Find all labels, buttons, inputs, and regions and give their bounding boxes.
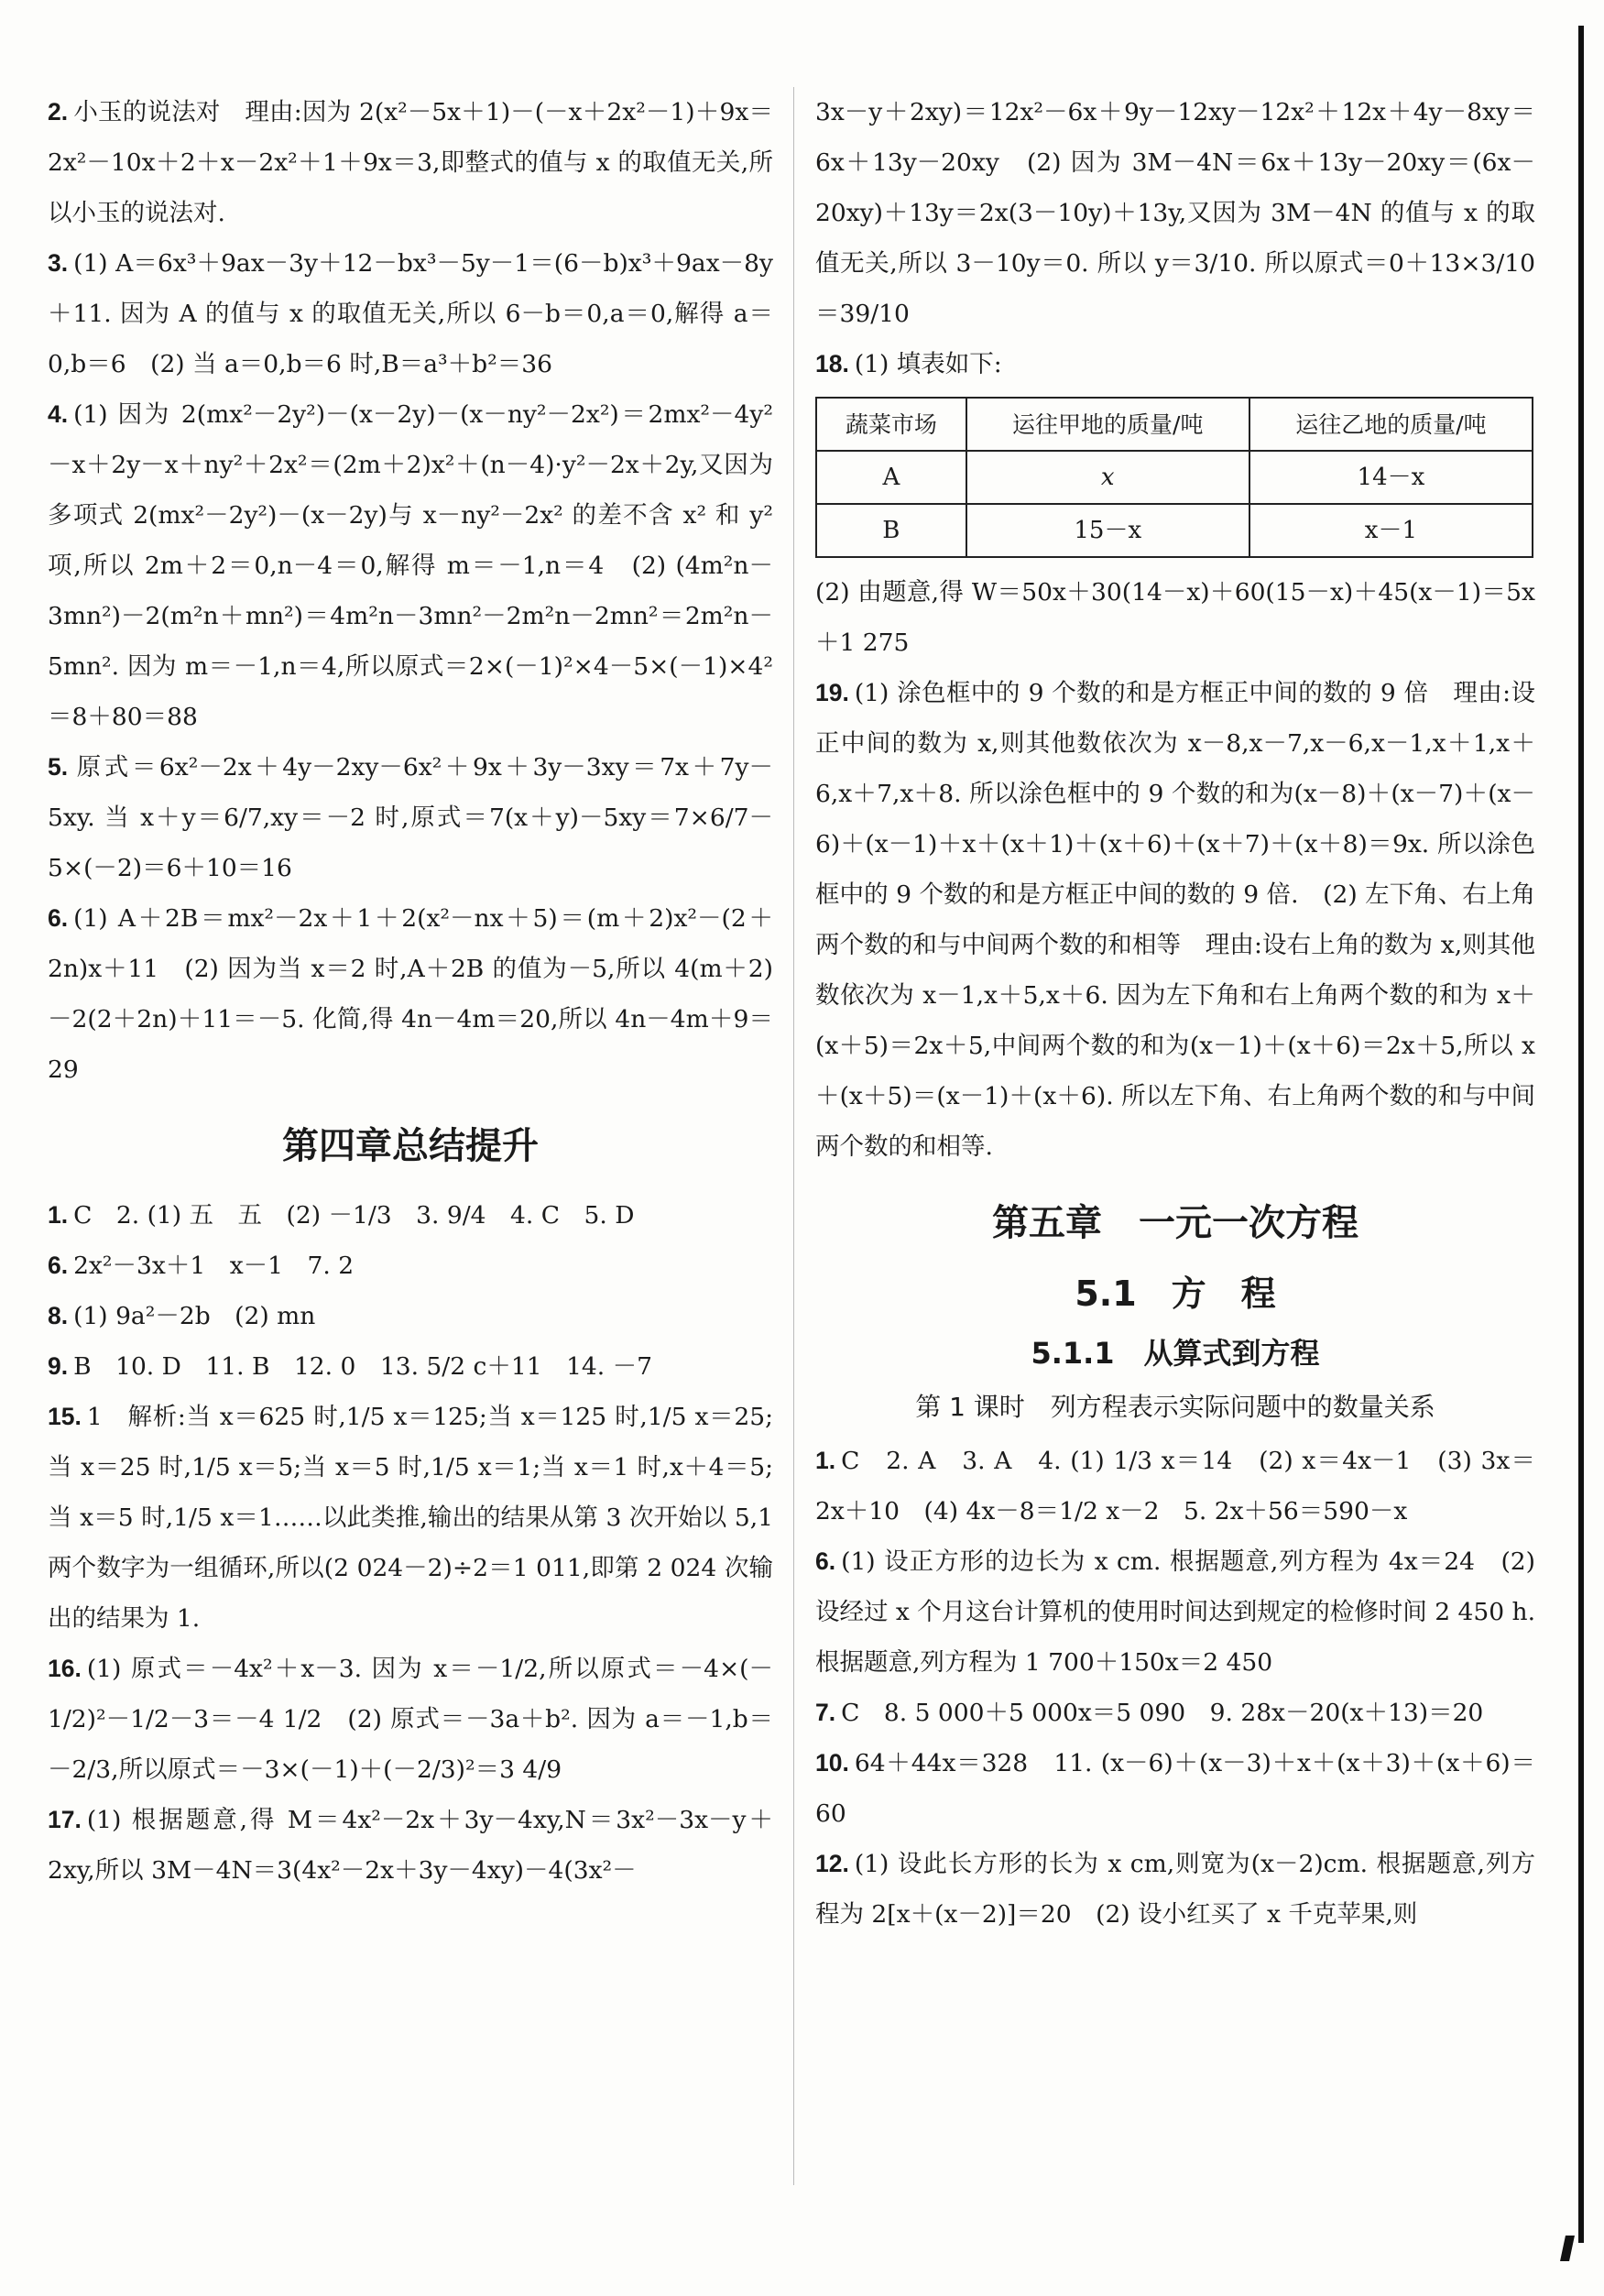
answer-text: (2) 由题意,得 W＝50x＋30(14－x)＋60(15－x)＋45(x－1)＝5x＋1 275 — [815, 578, 1535, 657]
answer-paragraph — [815, 1536, 1535, 1688]
table-header-cell: 运往乙地的质量/吨 — [1249, 398, 1533, 451]
section-title: 5.1 方 程 — [1075, 1274, 1276, 1314]
answer-text: (1) A＋2B＝mx²－2x＋1＋2(x²－nx＋5)＝(m＋2)x²－(2＋2n)x＋11 (2) 因为当 x＝2 时,A＋2B 的值为－5,所以 4(m＋2)－2(2＋2n)＋11＝－5. 化简,得 4n－4m＝20,所以 4n－4m＋9＝29 — [48, 904, 773, 1084]
question-number: 5. — [48, 753, 69, 781]
answer-paragraph — [815, 567, 1535, 668]
answer-text: 1 解析:当 x＝625 时,1/5 x＝125;当 x＝125 时,1/5 x＝25;当 x＝25 时,1/5 x＝5;当 x＝5 时,1/5 x＝1;当 x＝1 时,x＋4＝5;当 x＝5 时,1/5 x＝1……以此类推,输出的结果从第 3 次开始以 5,1 两个数字为一组循环,所以(2 024－2)÷2＝1 011,即第 2 024 次输出的结果为 1. — [48, 1403, 773, 1633]
lesson-title: 第 1 课时 列方程表示实际问题中的数量关系 — [915, 1392, 1435, 1422]
subsection-title: 5.1.1 从算式到方程 — [1031, 1336, 1320, 1371]
question-number: 1. — [815, 1447, 836, 1474]
vegetable-transport-table — [815, 397, 1533, 558]
answer-text: (1) 设此长方形的长为 x cm,则宽为(x－2)cm. 根据题意,列方程为 2[x＋(x－2)]＝20 (2) 设小红买了 x 千克苹果,则 — [815, 1850, 1535, 1929]
question-number: 18. — [815, 350, 849, 377]
left-answers-chapter4-summary — [48, 1190, 773, 1896]
left-column — [48, 87, 773, 1896]
table-row — [816, 504, 1533, 557]
table-header-cell: 蔬菜市场 — [816, 398, 966, 451]
answer-text: (1) A＝6x³＋9ax－3y＋12－bx³－5y－1＝(6－b)x³＋9ax－8y＋11. 因为 A 的值与 x 的取值无关,所以 6－b＝0,a＝0,解得 a＝0,b＝6 (2) 当 a＝0,b＝6 时,B＝a³＋b²＝36 — [48, 249, 773, 378]
page-edge-bar — [1578, 26, 1584, 2243]
right-answers-18-19 — [815, 567, 1535, 1172]
table-row — [816, 451, 1533, 504]
question-number: 15. — [48, 1403, 82, 1430]
question-number: 4. — [48, 400, 69, 428]
table-cell: x－1 — [1249, 504, 1533, 557]
answer-text: (1) 设正方形的边长为 x cm. 根据题意,列方程为 4x＝24 (2) 设经过 x 个月这台计算机的使用时间达到规定的检修时间 2 450 h. 根据题意,列方程为 1 700＋150x＝2 450 — [815, 1547, 1535, 1677]
question-number: 7. — [815, 1699, 836, 1726]
question-number: 12. — [815, 1850, 849, 1877]
column-divider — [793, 87, 794, 2185]
table-cell: B — [816, 504, 966, 557]
chapter5-title: 第五章 一元一次方程 — [992, 1202, 1358, 1244]
table-header-row — [816, 398, 1533, 451]
answer-paragraph — [48, 1392, 773, 1644]
question-number: 17. — [48, 1806, 82, 1833]
question-number: 16. — [48, 1655, 82, 1682]
right-answers-chapter5 — [815, 1436, 1535, 1940]
answer-text: 64＋44x＝328 11. (x－6)＋(x－3)＋x＋(x＋3)＋(x＋6)＝60 — [815, 1749, 1535, 1828]
answer-paragraph — [48, 87, 773, 238]
answer-text: B 10. D 11. B 12. 0 13. 5/2 c＋11 14. －7 — [73, 1352, 652, 1381]
answer-text: 小玉的说法对 理由:因为 2(x²－5x＋1)－(－x＋2x²－1)＋9x＝2x²－10x＋2＋x－2x²＋1＋9x＝3,即整式的值与 x 的取值无关,所以小玉的说法对. — [48, 98, 773, 227]
answer-paragraph — [48, 1190, 773, 1241]
question-number: 6. — [48, 1252, 69, 1279]
answer-text: C 2. (1) 五 五 (2) －1/3 3. 9/4 4. C 5. D — [73, 1201, 635, 1230]
table-cell: 15－x — [966, 504, 1249, 557]
left-answers-chapter4-practice — [48, 87, 773, 1095]
question-number: 8. — [48, 1302, 69, 1329]
answer-paragraph — [815, 339, 1535, 389]
answer-paragraph — [815, 668, 1535, 1172]
question-number: 6. — [815, 1547, 836, 1575]
answer-paragraph — [815, 1738, 1535, 1839]
answer-text: C 2. A 3. A 4. (1) 1/3 x＝14 (2) x＝4x－1 (3) 3x＝2x＋10 (4) 4x－8＝1/2 x－2 5. 2x＋56＝590－x — [815, 1447, 1535, 1525]
page-corner-mark — [1560, 2236, 1575, 2261]
answer-paragraph — [815, 87, 1535, 339]
answer-paragraph — [815, 1839, 1535, 1940]
table-cell: 14－x — [1249, 451, 1533, 504]
answer-text: (1) 根据题意,得 M＝4x²－2x＋3y－4xy,N＝3x²－3x－y＋2xy,所以 3M－4N＝3(4x²－2x＋3y－4xy)－4(3x²－ — [48, 1806, 773, 1885]
answer-text: (1) 涂色框中的 9 个数的和是方框正中间的数的 9 倍 理由:设正中间的数为 x,则其他数依次为 x－8,x－7,x－6,x－1,x＋1,x＋6,x＋7,x＋8. 所以涂色框中的 9 个数的和为(x－8)＋(x－7)＋(x－6)＋(x－1)＋x＋(x＋1)＋(x＋6)＋(x＋7)＋(x＋8)＝9x. 所以涂色框中的 9 个数的和是方框正中间的数的 9 倍. (2) 左下角、右上角两个数的和与中间两个数的和相等 理由:设右上角的数为 x,则其他数依次为 x－1,x＋5,x＋6. 因为左下角和右上角两个数的和为 x＋(x＋5)＝2x＋5,中间两个数的和为(x－1)＋(x＋6)＝2x＋5,所以 x＋(x＋5)＝(x－1)＋(x＋6). 所以左下角、右上角两个数的和与中间两个数的和相等. — [815, 679, 1535, 1161]
answer-paragraph — [48, 1291, 773, 1341]
table-header-cell: 运往甲地的质量/吨 — [966, 398, 1249, 451]
question-number: 1. — [48, 1201, 69, 1229]
answer-text: (1) 原式＝－4x²＋x－3. 因为 x＝－1/2,所以原式＝－4×(－1/2)²－1/2－3＝－4 1/2 (2) 原式＝－3a＋b². 因为 a＝－1,b＝－2/3,所以原式＝－3×(－1)＋(－2/3)²＝3 4/9 — [48, 1655, 773, 1784]
answer-paragraph — [48, 1341, 773, 1392]
question-number: 3. — [48, 249, 69, 277]
answer-text: (1) 9a²－2b (2) mn — [73, 1302, 316, 1330]
answer-paragraph — [48, 893, 773, 1095]
right-column — [815, 87, 1535, 1940]
answer-text: 3x－y＋2xy)＝12x²－6x＋9y－12xy－12x²＋12x＋4y－8xy＝6x＋13y－20xy (2) 因为 3M－4N＝6x＋13y－20xy＝(6x－20xy)＋13y＝2x(3－10y)＋13y,又因为 3M－4N 的值与 x 的取值无关,所以 3－10y＝0. 所以 y＝3/10. 所以原式＝0＋13×3/10＝39/10 — [815, 98, 1535, 328]
question-number: 6. — [48, 904, 69, 932]
question-number: 10. — [815, 1749, 849, 1777]
answer-paragraph — [815, 1436, 1535, 1536]
answer-paragraph — [48, 742, 773, 893]
answer-text: 原式＝6x²－2x＋4y－2xy－6x²＋9x＋3y－3xy＝7x＋7y－5xy. 当 x＋y＝6/7,xy＝－2 时,原式＝7(x＋y)－5xy＝7×6/7－5×(－2)＝6＋10＝16 — [48, 753, 773, 882]
answer-paragraph — [48, 1795, 773, 1896]
question-number: 19. — [815, 679, 849, 706]
answer-text: (1) 填表如下: — [854, 350, 1002, 378]
answer-paragraph — [815, 1688, 1535, 1738]
question-number: 2. — [48, 98, 69, 126]
question-number: 9. — [48, 1352, 69, 1380]
answer-paragraph — [48, 389, 773, 742]
answer-paragraph — [48, 1644, 773, 1795]
table-cell: A — [816, 451, 966, 504]
answer-text: 2x²－3x＋1 x－1 7. 2 — [73, 1252, 355, 1280]
answer-text: (1) 因为 2(mx²－2y²)－(x－2y)－(x－ny²－2x²)＝2mx²－4y²－x＋2y－x＋ny²＋2x²＝(2m＋2)x²＋(n－4)·y²－2x＋2y,又因为多项式 2(mx²－2y²)－(x－2y)与 x－ny²－2x² 的差不含 x² 和 y² 项,所以 2m＋2＝0,n－4＝0,解得 m＝－1,n＝4 (2) (4m²n－3mn²)－2(m²n＋mn²)＝4m²n－3mn²－2m²n－2mn²＝2m²n－5mn². 因为 m＝－1,n＝4,所以原式＝2×(－1)²×4－5×(－1)×4²＝8＋80＝88 — [48, 400, 773, 731]
table-cell: x — [966, 451, 1249, 504]
right-answers-continued — [815, 87, 1535, 389]
chapter4-summary-title: 第四章总结提升 — [282, 1125, 539, 1167]
answer-paragraph — [48, 1241, 773, 1291]
answer-text: C 8. 5 000＋5 000x＝5 090 9. 28x－20(x＋13)＝20 — [841, 1699, 1484, 1727]
answer-paragraph — [48, 238, 773, 389]
